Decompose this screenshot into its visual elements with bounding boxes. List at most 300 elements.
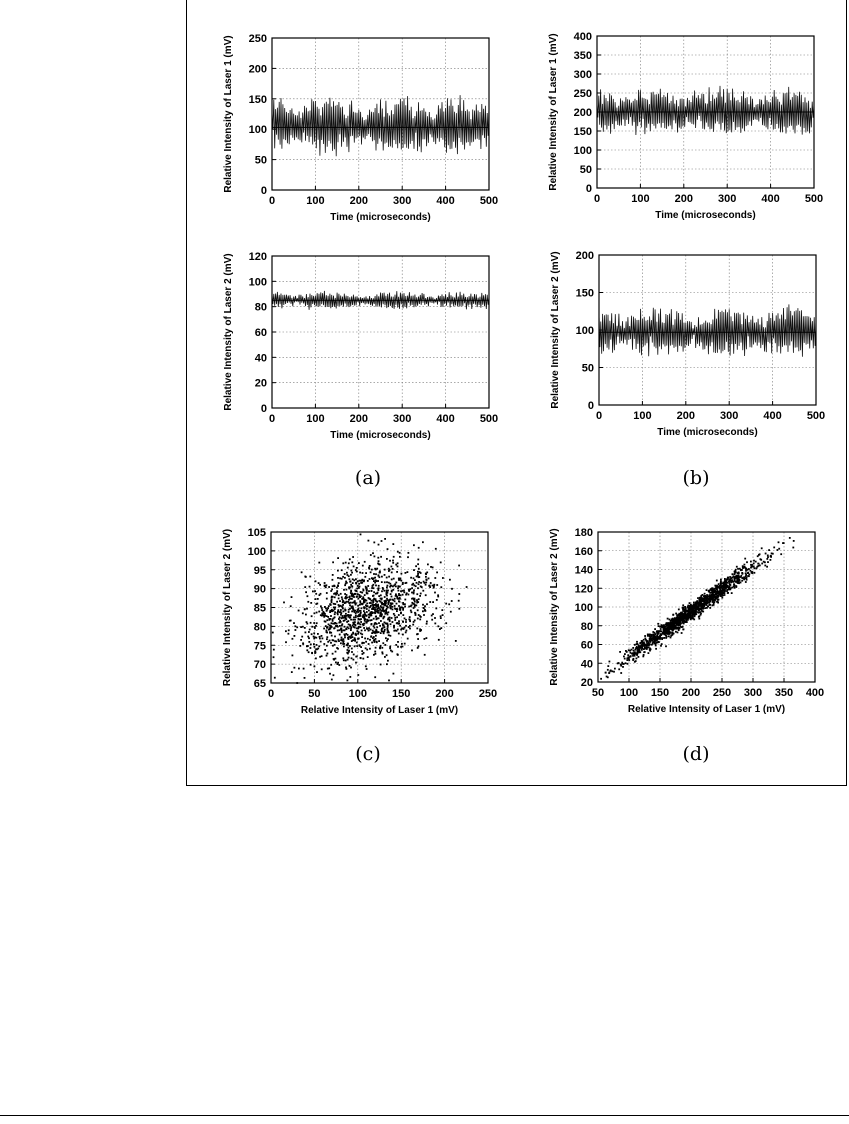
scatter-point	[680, 612, 682, 614]
scatter-point	[359, 613, 361, 615]
scatter-point	[383, 616, 385, 618]
scatter-point	[633, 650, 635, 652]
scatter-point	[375, 585, 377, 587]
scatter-point	[366, 628, 368, 630]
scatter-point	[742, 573, 744, 575]
scatter-point	[323, 616, 325, 618]
scatter-point	[338, 598, 340, 600]
x-tick-label: 100	[631, 193, 650, 205]
scatter-point	[384, 569, 386, 571]
scatter-point	[374, 676, 376, 678]
scatter-point	[361, 642, 363, 644]
x-tick-label: 500	[806, 410, 826, 422]
scatter-point	[353, 654, 355, 656]
scatter-point	[315, 580, 317, 582]
scatter-point	[606, 676, 608, 678]
scatter-point	[375, 603, 377, 605]
scatter-point	[285, 630, 287, 632]
scatter-point	[466, 586, 468, 588]
scatter-point	[349, 616, 351, 618]
scatter-point	[695, 603, 697, 605]
scatter-point	[369, 648, 371, 650]
scatter-point	[397, 566, 399, 568]
scatter-point	[759, 553, 761, 555]
scatter-point	[336, 623, 338, 625]
scatter-point	[684, 618, 686, 620]
scatter-point	[410, 610, 412, 612]
scatter-point	[745, 576, 747, 578]
scatter-point	[767, 556, 769, 558]
scatter-point	[347, 649, 349, 651]
scatter-point	[338, 640, 340, 642]
scatter-point	[392, 609, 394, 611]
scatter-point	[398, 633, 400, 635]
scatter-point	[609, 672, 611, 674]
scatter-point	[714, 585, 716, 587]
y-tick-label: 150	[573, 126, 592, 138]
x-tick-label: 100	[348, 688, 367, 700]
y-tick-label: 200	[575, 250, 594, 262]
scatter-point	[384, 574, 386, 576]
scatter-point	[678, 628, 680, 630]
scatter-point	[360, 534, 362, 536]
scatter-point	[361, 636, 363, 638]
scatter-point	[652, 643, 654, 645]
scatter-point	[704, 607, 706, 609]
scatter-point	[391, 606, 393, 608]
scatter-point	[445, 622, 447, 624]
scatter-point	[383, 632, 385, 634]
scatter-point	[719, 589, 721, 591]
scatter-point	[337, 662, 339, 664]
scatter-point	[336, 601, 338, 603]
scatter-point	[770, 556, 772, 558]
scatter-point	[639, 647, 641, 649]
scatter-point	[440, 617, 442, 619]
scatter-point	[736, 566, 738, 568]
scatter-point	[309, 586, 311, 588]
scatter-point	[353, 596, 355, 598]
scatter-point	[305, 614, 307, 616]
scatter-point	[356, 630, 358, 632]
scatter-point	[283, 602, 285, 604]
scatter-point	[729, 584, 731, 586]
scatter-point	[313, 638, 315, 640]
scatter-point	[397, 654, 399, 656]
scatter-point	[334, 592, 336, 594]
scatter-point	[315, 648, 317, 650]
x-tick-label: 400	[436, 413, 455, 425]
y-tick-label: 65	[253, 678, 266, 690]
scatter-point	[366, 608, 368, 610]
scatter-point	[375, 580, 377, 582]
y-tick-label: 60	[254, 327, 267, 339]
scatter-point	[367, 585, 369, 587]
scatter-point	[409, 625, 411, 627]
scatter-point	[729, 576, 731, 578]
x-axis-label: Time (microseconds)	[330, 430, 431, 441]
scatter-point	[432, 567, 434, 569]
scatter-point	[328, 605, 330, 607]
scatter-point	[318, 611, 320, 613]
scatter-point	[393, 625, 395, 627]
scatter-point	[332, 610, 334, 612]
scatter-point	[713, 604, 715, 606]
scatter-point	[386, 640, 388, 642]
scatter-point	[690, 617, 692, 619]
y-axis-label: Relative Intensity of Laser 2 (mV)	[223, 253, 234, 411]
y-axis-label: Relative Intensity of Laser 2 (mV)	[549, 528, 560, 686]
scatter-point	[390, 593, 392, 595]
scatter-point	[348, 562, 350, 564]
scatter-point	[402, 634, 404, 636]
scatter-point	[634, 661, 636, 663]
x-tick-label: 100	[306, 195, 325, 207]
scatter-point	[418, 547, 420, 549]
scatter-point	[778, 548, 780, 550]
scatter-point	[382, 631, 384, 633]
scatter-point	[431, 619, 433, 621]
scatter-point	[707, 606, 709, 608]
scatter-point	[728, 589, 730, 591]
scatter-point	[402, 602, 404, 604]
scatter-point	[676, 621, 678, 623]
scatter-point	[348, 611, 350, 613]
scatter-point	[745, 572, 747, 574]
scatter-point	[413, 599, 415, 601]
scatter-point	[342, 643, 344, 645]
scatter-point	[304, 608, 306, 610]
scatter-point	[706, 589, 708, 591]
x-tick-label: 250	[478, 688, 498, 700]
scatter-point	[423, 614, 425, 616]
scatter-point	[327, 641, 329, 643]
scatter-point	[364, 638, 366, 640]
scatter-point	[424, 582, 426, 584]
scatter-point	[405, 625, 407, 627]
scatter-point	[672, 633, 674, 635]
scatter-point	[356, 571, 358, 573]
scatter-point	[319, 638, 321, 640]
scatter-point	[363, 624, 365, 626]
scatter-point	[667, 625, 669, 627]
scatter-point	[394, 583, 396, 585]
scatter-point	[777, 549, 779, 551]
scatter-point	[428, 585, 430, 587]
scatter-point	[433, 587, 435, 589]
scatter-point	[341, 617, 343, 619]
scatter-point	[357, 633, 359, 635]
scatter-point	[745, 581, 747, 583]
scatter-point	[402, 594, 404, 596]
scatter-point	[392, 562, 394, 564]
scatter-point	[312, 591, 314, 593]
scatter-point	[726, 586, 728, 588]
scatter-point	[664, 632, 666, 634]
scatter-point	[377, 557, 379, 559]
scatter-point	[426, 579, 428, 581]
scatter-point	[313, 643, 315, 645]
scatter-point	[721, 582, 723, 584]
scatter-point	[411, 602, 413, 604]
scatter-point	[782, 542, 784, 544]
panel-label-c: (c)	[355, 743, 381, 765]
scatter-point	[314, 666, 316, 668]
scatter-point	[328, 629, 330, 631]
x-tick-label: 200	[676, 410, 695, 422]
scatter-point	[350, 590, 352, 592]
series-trace	[272, 95, 489, 156]
x-tick-label: 400	[805, 687, 825, 699]
scatter-point	[351, 586, 353, 588]
scatter-point	[417, 559, 419, 561]
scatter-point	[326, 627, 328, 629]
scatter-point	[353, 579, 355, 581]
scatter-point	[689, 607, 691, 609]
scatter-point	[403, 591, 405, 593]
scatter-point	[685, 621, 687, 623]
scatter-point	[419, 628, 421, 630]
scatter-point	[368, 627, 370, 629]
scatter-point	[643, 654, 645, 656]
scatter-point	[346, 668, 348, 670]
scatter-point	[347, 659, 349, 661]
y-tick-label: 95	[253, 564, 266, 577]
scatter-point	[458, 608, 460, 610]
scatter-point	[375, 635, 377, 637]
scatter-point	[318, 562, 320, 564]
scatter-point	[330, 625, 332, 627]
scatter-point	[409, 616, 411, 618]
scatter-point	[326, 592, 328, 594]
scatter-point	[319, 594, 321, 596]
scatter-point	[418, 581, 420, 583]
scatter-point	[295, 629, 297, 631]
scatter-point	[656, 642, 658, 644]
scatter-point	[310, 664, 312, 666]
y-tick-label: 40	[580, 658, 593, 671]
scatter-point	[720, 579, 722, 581]
scatter-point	[430, 566, 432, 568]
scatter-point	[342, 607, 344, 609]
scatter-point	[349, 588, 351, 590]
scatter-point	[626, 659, 628, 661]
scatter-point	[328, 586, 330, 588]
scatter-point	[632, 647, 634, 649]
scatter-point	[653, 635, 655, 637]
scatter-point	[434, 577, 436, 579]
scatter-point	[690, 604, 692, 606]
scatter-point	[417, 638, 419, 640]
scatter-point	[347, 643, 349, 645]
scatter-point	[363, 580, 365, 582]
scatter-point	[378, 587, 380, 589]
scatter-point	[369, 565, 371, 567]
x-tick-label: 0	[268, 413, 276, 425]
scatter-point	[376, 601, 378, 603]
scatter-point	[696, 608, 698, 610]
scatter-point	[351, 651, 353, 653]
scatter-point	[365, 647, 367, 649]
scatter-point	[455, 640, 457, 642]
scatter-point	[362, 658, 364, 660]
scatter-point	[384, 644, 386, 646]
scatter-point	[349, 578, 351, 580]
scatter-point	[671, 626, 673, 628]
scatter-point	[343, 640, 345, 642]
scatter-point	[678, 622, 680, 624]
scatter-point	[324, 613, 326, 615]
scatter-point	[346, 601, 348, 603]
scatter-point	[632, 653, 634, 655]
scatter-point	[398, 622, 400, 624]
scatter-point	[308, 637, 310, 639]
scatter-point	[357, 609, 359, 611]
scatter-point	[396, 610, 398, 612]
scatter-point	[667, 618, 669, 620]
scatter-point	[721, 597, 723, 599]
x-tick-label: 500	[479, 413, 499, 425]
scatter-point	[627, 663, 629, 665]
scatter-point	[393, 578, 395, 580]
scatter-point	[665, 628, 667, 630]
scatter-point	[625, 662, 627, 664]
scatter-point	[379, 572, 381, 574]
scatter-point	[684, 608, 686, 610]
scatter-point	[348, 647, 350, 649]
scatter-point	[358, 562, 360, 564]
scatter-point	[376, 641, 378, 643]
scatter-point	[313, 636, 315, 638]
scatter-point	[356, 645, 358, 647]
scatter-point	[419, 615, 421, 617]
scatter-point	[385, 637, 387, 639]
scatter-point	[396, 571, 398, 573]
scatter-point	[372, 584, 374, 586]
scatter-point	[342, 562, 344, 564]
scatter-point	[751, 566, 753, 568]
scatter-point	[386, 577, 388, 579]
scatter-point	[339, 625, 341, 627]
scatter-point	[379, 625, 381, 627]
scatter-point	[607, 665, 609, 667]
scatter-point	[343, 646, 345, 648]
scatter-point	[675, 613, 677, 615]
scatter-point	[767, 561, 769, 563]
scatter-point	[434, 623, 436, 625]
scatter-point	[389, 599, 391, 601]
scatter-point	[685, 612, 687, 614]
scatter-point	[384, 596, 386, 598]
scatter-point	[709, 604, 711, 606]
scatter-point	[764, 561, 766, 563]
scatter-point	[707, 602, 709, 604]
scatter-point	[728, 582, 730, 584]
scatter-point	[348, 657, 350, 659]
scatter-point	[768, 549, 770, 551]
scatter-point	[345, 610, 347, 612]
scatter-point	[371, 619, 373, 621]
scatter-point	[378, 544, 380, 546]
scatter-point	[417, 575, 419, 577]
scatter-point	[402, 607, 404, 609]
scatter-point	[344, 573, 346, 575]
scatter-point	[661, 624, 663, 626]
scatter-point	[674, 628, 676, 630]
scatter-point	[355, 634, 357, 636]
scatter-point	[726, 578, 728, 580]
scatter-point	[300, 639, 302, 641]
scatter-point	[346, 594, 348, 596]
y-axis-label: Relative Intensity of Laser 2 (mV)	[222, 528, 233, 687]
scatter-point	[298, 668, 300, 670]
scatter-point	[389, 605, 391, 607]
scatter-point	[450, 611, 452, 613]
scatter-point	[315, 637, 317, 639]
scatter-point	[366, 621, 368, 623]
scatter-point	[380, 664, 382, 666]
scatter-point	[442, 577, 444, 579]
scatter-point	[681, 615, 683, 617]
scatter-point	[389, 647, 391, 649]
scatter-point	[629, 650, 631, 652]
scatter-point	[308, 641, 310, 643]
x-tick-label: 0	[595, 410, 603, 422]
scatter-point	[793, 540, 795, 542]
scatter-point	[379, 609, 381, 611]
scatter-point	[458, 593, 460, 595]
scatter-point	[409, 620, 411, 622]
scatter-point	[334, 613, 336, 615]
scatter-point	[724, 578, 726, 580]
scatter-point	[620, 672, 622, 674]
scatter-point	[449, 579, 451, 581]
scatter-point	[721, 592, 723, 594]
scatter-point	[334, 627, 336, 629]
scatter-point	[744, 558, 746, 560]
y-tick-label: 300	[573, 69, 592, 81]
scatter-point	[354, 610, 356, 612]
scatter-point	[691, 611, 693, 613]
scatter-point	[307, 595, 309, 597]
scatter-point	[352, 582, 354, 584]
scatter-point	[310, 622, 312, 624]
scatter-point	[342, 600, 344, 602]
scatter-point	[436, 584, 438, 586]
scatter-point	[311, 615, 313, 617]
scatter-point	[404, 606, 406, 608]
y-tick-label: 200	[573, 107, 592, 119]
scatter-point	[352, 633, 354, 635]
scatter-point	[391, 579, 393, 581]
scatter-point	[665, 630, 667, 632]
x-tick-label: 300	[393, 195, 412, 207]
scatter-point	[399, 579, 401, 581]
scatter-point	[315, 658, 317, 660]
scatter-point	[360, 657, 362, 659]
scatter-point	[440, 562, 442, 564]
scatter-point	[360, 591, 362, 593]
scatter-point	[382, 642, 384, 644]
y-tick-label: 140	[574, 564, 593, 577]
scatter-point	[396, 603, 398, 605]
scatter-point	[695, 613, 697, 615]
scatter-point	[698, 610, 700, 612]
scatter-point	[364, 620, 366, 622]
scatter-point	[364, 612, 366, 614]
scatter-point	[379, 647, 381, 649]
scatter-point	[342, 604, 344, 606]
